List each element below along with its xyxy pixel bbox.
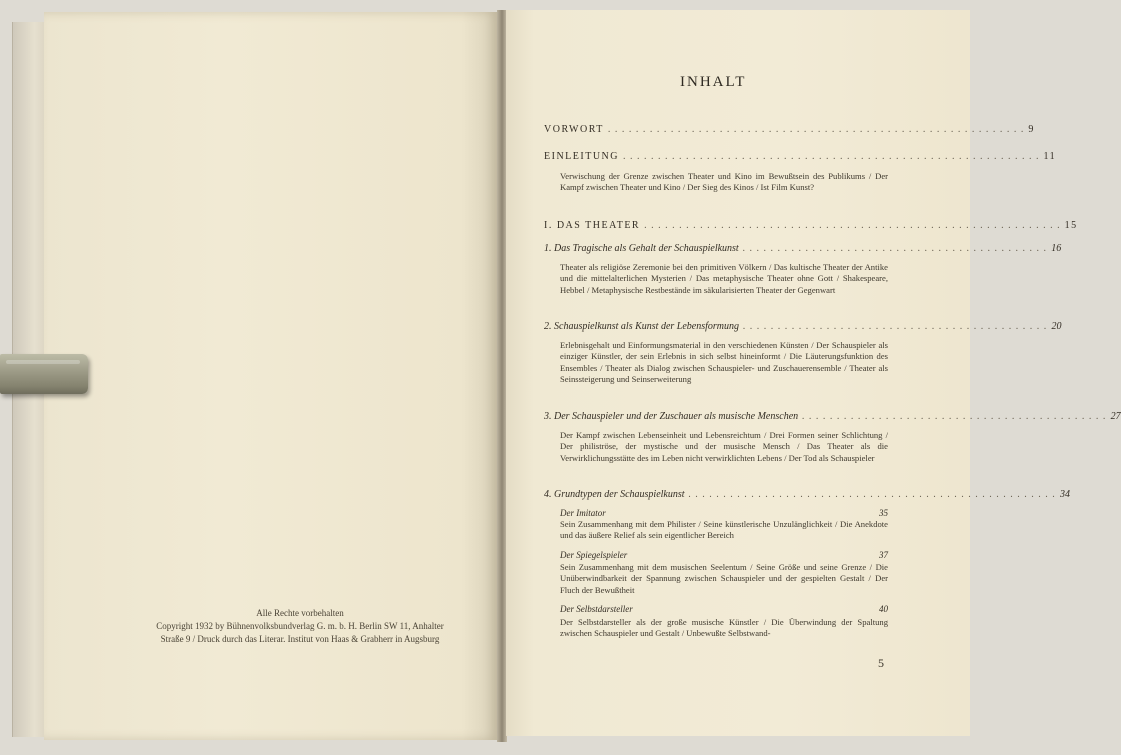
toc-leader: . . . . . . . . . . . . . . . . . . . . . . . . . . . . . . . . . . . . . . . . . . . . . . . . . . . . . (688, 489, 1057, 500)
imprint-line: Alle Rechte vorbehalten (256, 608, 344, 618)
toc-entry-label: 4. Grundtypen der Schauspielkunst (544, 489, 685, 500)
toc-entry-page: 37 (879, 550, 888, 560)
toc-entry-page: 40 (879, 604, 888, 614)
toc-entry-description: Erlebnisgehalt und Einformungsmaterial in den verschiedenen Künsten / Der Schauspieler als einziger Künstler, der sein Erlebnis in sich selbst hineinformt / Die Läuterungsfunktion des Ensembles / Theater als Dialog zwischen Schauspieler- und Zuschauerensemble / Theater als Seinssteigerung und Seinserweiterung (560, 340, 888, 385)
toc-entry-page: 20 (1051, 321, 1062, 332)
toc-entry-label: Der Selbstdarsteller (560, 604, 633, 614)
toc-entry (544, 220, 1078, 231)
toc-subentry (560, 550, 888, 560)
toc-entry-label: Der Spiegelspieler (560, 550, 628, 560)
toc-leader: . . . . . . . . . . . . . . . . . . . . . . . . . . . . . . . . . . . . . . . . . . . . (743, 321, 1048, 332)
toc-entry-label: 2. Schauspielkunst als Kunst der Lebensformung (544, 321, 739, 332)
toc-entry-description: Sein Zusammenhang mit dem Philister / Seine künstlerische Unzulänglichkeit / Die Anekdote und das äußere Relief als sein eigentlicher Bereich (560, 519, 888, 541)
toc-entry-description: Theater als religiöse Zeremonie bei den primitiven Völkern / Das kultische Theater der Antike und die mittelalterlichen Mysterien / Das metaphysische Theater ohne Gott / Shakespeare, Hebbel / Metaphysische Restbestände im säkularisierten Theater der Gegenwart (560, 262, 888, 295)
toc-entry-label: 3. Der Schauspieler und der Zuschauer als musische Menschen (544, 411, 799, 422)
toc-entry-description: Der Kampf zwischen Lebenseinheit und Lebensreichtum / Drei Formen seiner Schlichtung / Der philiströse, der mystische und der musische Mensch / Das Theater als die Verwirklichungsstätte des im Leben nicht verwirklichten Lebens / Der Tod als Schauspieler (560, 430, 888, 463)
toc-entry (544, 243, 1062, 254)
toc-entry-label: EINLEITUNG (544, 151, 619, 162)
toc-entry (544, 411, 1121, 422)
toc-leader: . . . . . . . . . . . . . . . . . . . . . . . . . . . . . . . . . . . . . . . . . . . . . . . . . . . . . . . . . . . . (644, 220, 1061, 231)
toc-leader: . . . . . . . . . . . . . . . . . . . . . . . . . . . . . . . . . . . . . . . . . . . . (802, 411, 1107, 422)
toc-entry-label: 1. Das Tragische als Gehalt der Schauspielkunst (544, 243, 739, 254)
toc-entry-page: 16 (1051, 243, 1062, 254)
toc-entry (544, 321, 1062, 332)
toc-leader: . . . . . . . . . . . . . . . . . . . . . . . . . . . . . . . . . . . . . . . . . . . . . . . . . . . . . . . . . . . . (607, 124, 1025, 135)
toc-entry-description: Der Selbstdarsteller als der große musische Künstler / Die Überwindung der Spaltung zwischen Schauspieler und Gestalt / Unbewußte Selbstwand- (560, 617, 888, 639)
toc-entry-page: 34 (1060, 489, 1071, 500)
toc-subentry (560, 508, 888, 518)
toc-entry-page: 27 (1110, 411, 1121, 422)
toc-entry-description: Sein Zusammenhang mit dem musischen Seelentum / Seine Größe und seine Grenze / Die Unüberwindbarkeit der Spannung zwischen Schauspieler und der gespielten Gestalt / Der Fluch der Bewußtheit (560, 562, 888, 595)
toc-entry-page: 11 (1043, 151, 1057, 162)
toc-entry-label: I. DAS THEATER (544, 220, 641, 231)
toc-leader: . . . . . . . . . . . . . . . . . . . . . . . . . . . . . . . . . . . . . . . . . . . . . . . . . . . . . . . . . . . . (622, 151, 1040, 162)
toc-entry-page: 9 (1028, 124, 1035, 135)
toc-subentry (560, 604, 888, 614)
toc-entry-page: 35 (879, 508, 888, 518)
toc-entry-label: VORWORT (544, 124, 604, 135)
toc-entry-label: Der Imitator (560, 508, 606, 518)
toc-entry-page: 15 (1064, 220, 1078, 231)
toc-entry (544, 124, 1035, 135)
toc-leader: . . . . . . . . . . . . . . . . . . . . . . . . . . . . . . . . . . . . . . . . . . . . (742, 243, 1048, 254)
toc-entry-description: Verwischung der Grenze zwischen Theater und Kino im Bewußtsein des Publikums / Der Kampf zwischen Theater und Kino / Der Sieg des Kinos / Ist Film Kunst? (560, 171, 888, 193)
toc-heading: INHALT (680, 74, 747, 90)
toc-entry (544, 489, 1071, 500)
toc-entry (544, 151, 1057, 162)
page-number: 5 (878, 656, 884, 670)
imprint-line: Copyright 1932 by Bühnenvolksbundverlag G. m. b. H. Berlin SW 11, Anhalter (156, 621, 444, 631)
metal-clip (0, 354, 88, 394)
imprint-line: Straße 9 / Druck durch das Literar. Institut von Haas & Grabherr in Augsburg (160, 634, 440, 644)
